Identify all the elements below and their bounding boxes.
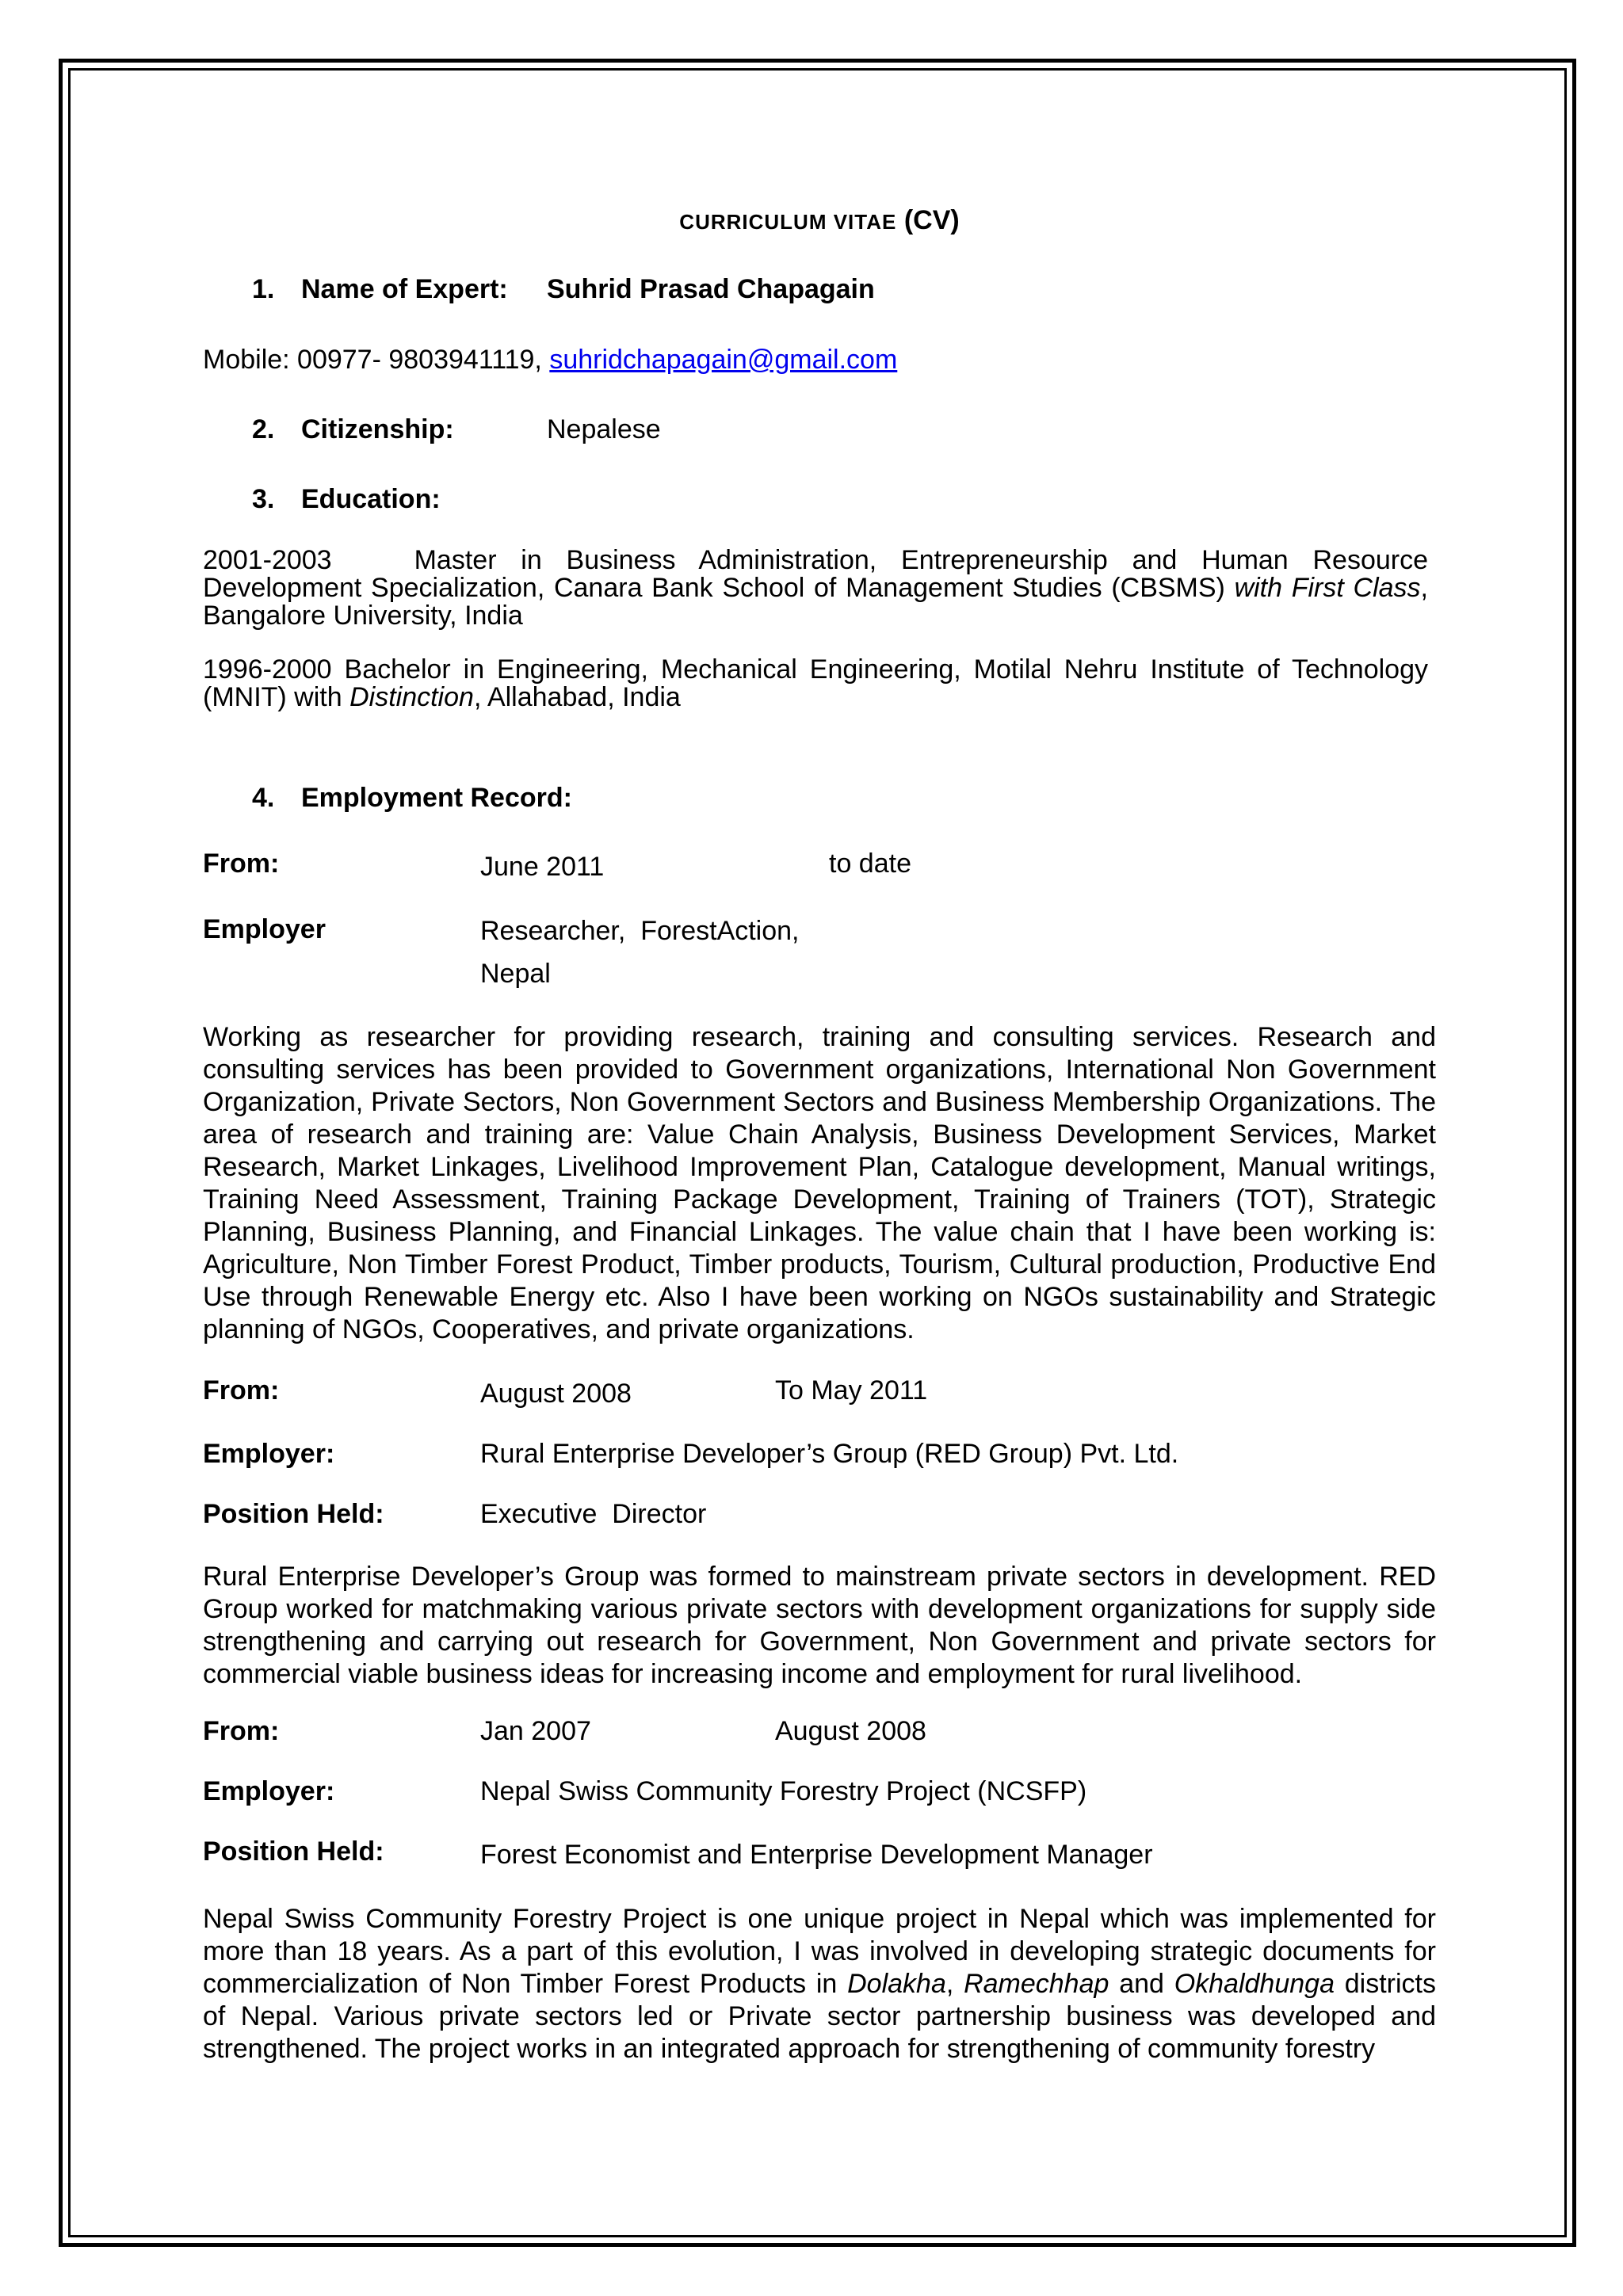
job2-from-label: From: [203,1375,280,1405]
title-suffix: (CV) [903,205,960,235]
employment-label: Employment Record: [301,783,572,813]
job2-position: Executive Director [480,1499,707,1529]
education-entry-2: 1996-2000 Bachelor in Engineering, Mechanical Engineering, Motilal Nehru Institute of Technology (MNIT) with Distinction, Allahabad, India [203,654,1428,712]
cv-page [203,0,1436,2296]
job3-description: Nepal Swiss Community Forestry Project is one unique project in Nepal which was implemented for more than 18 years. As a part of this evolution, I was involved in developing strategic documents for commercialization of Non Timber Forest Products in Dolakha, Ramechhap and Okhaldhunga districts of Nepal. Various private sectors led or Private sector partnership business was developed and strengthened. The project works in an integrated approach for strengthening of community forestry [203,1904,1436,2064]
job3-position-row [203,1836,1436,1871]
employment-number: 4. [252,783,275,813]
job3-from-row [203,1715,1436,1750]
job3-employer-row [203,1775,1436,1810]
job3-to-date: August 2008 [775,1716,926,1746]
title-main: CURRICULUM VITAE [679,210,897,234]
job1-employer-label: Employer [203,914,326,944]
job2-employer: Rural Enterprise Developer’s Group (RED Group) Pvt. Ltd. [480,1439,1179,1469]
email-link[interactable]: suhridchapagain@gmail.com [549,345,898,375]
job1-from-row [203,848,1436,883]
job2-employer-label: Employer: [203,1439,335,1469]
place-okhaldhunga: Okhaldhunga [1174,1969,1335,1999]
contact-row [203,344,1436,379]
education-entry-1: 2001-2003 Master in Business Administration, Entrepreneurship and Human Resource Development Specialization, Canara Bank School of Management Studies (CBSMS) with First Class, Bangalore University, India [203,545,1428,631]
job1-from-date: June 2011 [480,852,605,882]
citizenship-label: Citizenship: [301,414,454,444]
place-dolakha: Dolakha [847,1969,946,1999]
education-heading [203,483,1436,518]
name-number: 1. [252,274,275,304]
name-label: Name of Expert: [301,274,508,304]
name-row [203,273,1436,308]
job1-employer-line1: Researcher, ForestAction, [480,916,800,946]
job1-to-date: to date [829,849,911,879]
job3-position: Forest Economist and Enterprise Development Manager [480,1840,1153,1870]
job2-position-row [203,1498,1436,1533]
employment-heading [203,782,1436,817]
place-ramechhap: Ramechhap [964,1969,1109,1999]
job2-from-date: August 2008 [480,1379,632,1409]
job2-employer-row [203,1438,1436,1473]
document-title [203,204,1436,238]
citizenship-value: Nepalese [547,414,661,444]
job3-employer: Nepal Swiss Community Forestry Project (NCSFP) [480,1776,1087,1806]
education-years-2: 1996-2000 [203,654,332,685]
job1-from-label: From: [203,849,280,879]
job2-from-row [203,1375,1436,1409]
job3-from-label: From: [203,1716,280,1746]
job2-to-date: To May 2011 [775,1375,928,1405]
job3-employer-label: Employer: [203,1776,335,1806]
job3-position-label: Position Held: [203,1836,384,1867]
contact-phone: Mobile: 00977- 9803941119, [203,345,550,375]
job1-employer-row [203,913,1436,989]
education-years-1: 2001-2003 [203,545,332,575]
job2-description: Rural Enterprise Developer’s Group was formed to mainstream private sectors in development. RED Group worked for matchmaking various private sectors with development organizations for supply side strengthening and carrying out research for Government, Non Government and private sectors for commercial viable business ideas for increasing income and employment for rural livelihood. [203,1562,1436,1689]
job1-description: Working as researcher for providing research, training and consulting services. Research and consulting services has been provided to Government organizations, International Non Government Organization, Private Sectors, Non Government Sectors and Business Membership Organizations. The area of research and training are: Value Chain Analysis, Business Development Services, Market Research, Market Linkages, Livelihood Improvement Plan, Catalogue development, Manual writings, Training Need Assessment, Training Package Development, Training of Trainers (TOT), Strategic Planning, Business Planning, and Financial Linkages. The value chain that I have been working is: Agriculture, Non Timber Forest Product, Timber products, Tourism, Cultural production, Productive End Use through Renewable Energy etc. Also I have been working on NGOs sustainability and Strategic planning of NGOs, Cooperatives, and private organizations. [203,1022,1436,1344]
job2-position-label: Position Held: [203,1499,384,1529]
citizenship-number: 2. [252,414,275,444]
education-number: 3. [252,484,275,514]
name-value: Suhrid Prasad Chapagain [547,274,875,304]
job3-from-date: Jan 2007 [480,1716,591,1746]
job1-employer-line2: Nepal [480,959,551,989]
citizenship-row [203,414,1436,448]
education-label: Education: [301,484,441,514]
